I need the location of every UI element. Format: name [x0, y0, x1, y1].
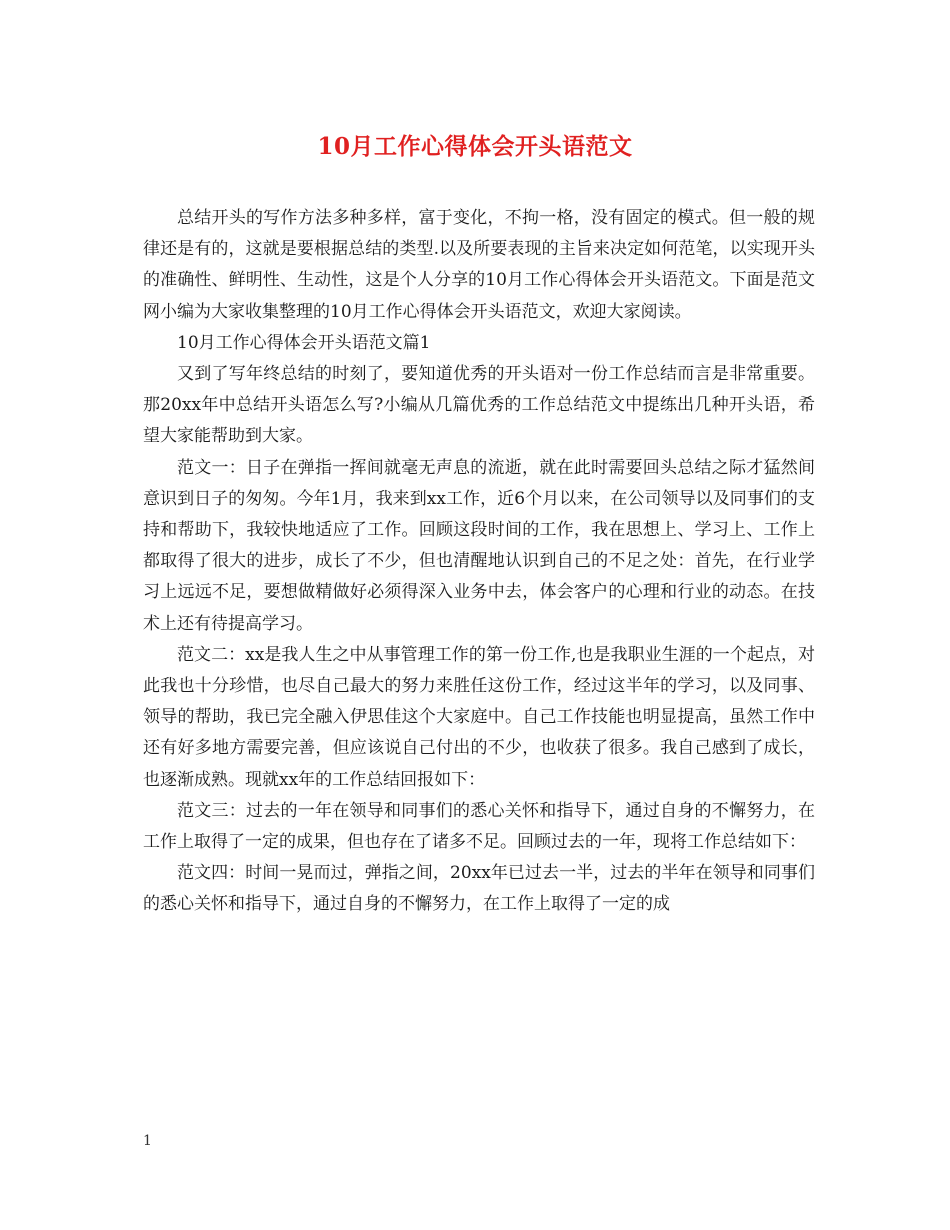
- sample-paragraph-4: 范文四：时间一晃而过，弹指之间，20xx年已过去一半，过去的半年在领导和同事们的悉心关怀和指导下，通过自身的不懈努力，在工作上取得了一定的成: [143, 863, 815, 915]
- intro-paragraph: 总结开头的写作方法多种多样，富于变化，不拘一格，没有固定的模式。但一般的规律还是有的，这就是要根据总结的类型.以及所要表现的主旨来决定如何范笔，以实现开头的准确性、鲜明性、生动性，这是个人分享的10月工作心得体会开头语范文。下面是范文网小编为大家收集整理的10月工作心得体会开头语范文，欢迎大家阅读。: [143, 208, 815, 322]
- document-body: [143, 203, 815, 921]
- section-heading: 10月工作心得体会开头语范文篇1: [177, 332, 431, 353]
- document-title: 10月工作心得体会开头语范文: [317, 133, 633, 160]
- page-number: 1: [143, 1133, 152, 1149]
- body-paragraph: 又到了写年终总结的时刻了，要知道优秀的开头语对一份工作总结而言是非常重要。那20xx年中总结开头语怎么写?小编从几篇优秀的工作总结范文中提练出几种开头语，希望大家能帮助到大家。: [143, 364, 815, 447]
- sample-paragraph-1: 范文一：日子在弹指一挥间就毫无声息的流逝，就在此时需要回头总结之际才猛然间意识到日子的匆匆。今年1月，我来到xx工作，近6个月以来，在公司领导以及同事们的支持和帮助下，我较快地适应了工作。回顾这段时间的工作，我在思想上、学习上、工作上都取得了很大的进步，成长了不少，但也清醒地认识到自己的不足之处：首先，在行业学习上远远不足，要想做精做好必须得深入业务中去，体会客户的心理和行业的动态。在技术上还有待提高学习。: [143, 457, 815, 634]
- sample-paragraph-2: 范文二：xx是我人生之中从事管理工作的第一份工作,也是我职业生涯的一个起点，对此我也十分珍惜，也尽自己最大的努力来胜任这份工作，经过这半年的学习，以及同事、领导的帮助，我已完全融入伊思佳这个大家庭中。自己工作技能也明显提高，虽然工作中还有好多地方需要完善，但应该说自己付出的不少，也收获了很多。我自己感到了成长，也逐渐成熟。现就xx年的工作总结回报如下：: [143, 644, 815, 790]
- sample-paragraph-3: 范文三：过去的一年在领导和同事们的悉心关怀和指导下，通过自身的不懈努力，在工作上取得了一定的成果，但也存在了诸多不足。回顾过去的一年，现将工作总结如下：: [143, 800, 815, 853]
